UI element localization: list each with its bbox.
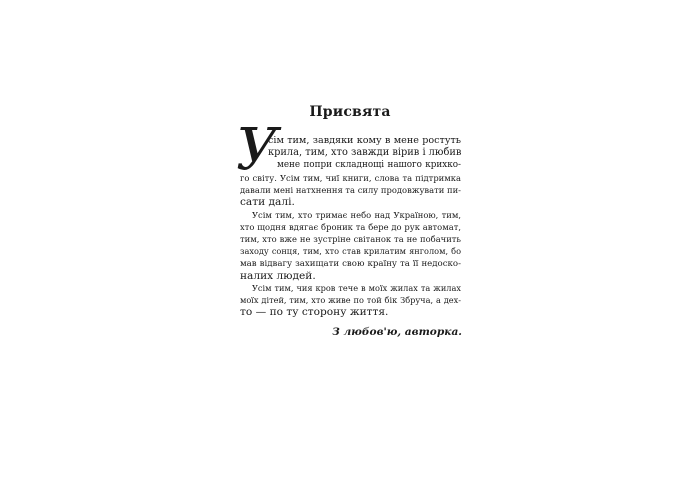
paragraph-3-line-2: моїх дітей, тим, хто живе по той бік Збруча, а дех-: [240, 295, 461, 305]
paragraph-1-line-6: сати далі.: [240, 196, 295, 208]
paragraph-3-line-1: Усім тим, чия кров тече в моїх жилах та жилах: [252, 283, 461, 293]
paragraph-1-line-2: крила, тим, хто завжди вірив і любив: [268, 147, 462, 158]
paragraph-1-line-5: давали мені натхнення та силу продовжувати пи-: [240, 185, 461, 195]
page-title: Присвята: [309, 104, 391, 120]
paragraph-3-line-3: то — по ту сторону життя.: [240, 306, 389, 318]
paragraph-2-line-2: хто щодня вдягає броник та бере до рук автомат,: [240, 222, 461, 232]
paragraph-1-line-3: мене попри складнощі нашого крихко-: [277, 160, 461, 170]
paragraph-1-line-1: сім тим, завдяки кому в мене ростуть: [268, 135, 461, 146]
signature: З любов'ю, авторка.: [332, 326, 462, 338]
paragraph-2-line-3: тим, хто вже не зустріне світанок та не побачить: [240, 234, 461, 244]
drop-cap: У: [236, 115, 278, 183]
paragraph-1-line-4: го світу. Усім тим, чиї книги, слова та підтримка: [240, 173, 461, 183]
paragraph-2-line-6: налих людей.: [240, 270, 316, 282]
paragraph-2-line-4: заходу сонця, тим, хто став крилатим янголом, бо: [240, 246, 461, 256]
paragraph-2-line-5: мав відвагу захищати свою країну та її недоско-: [240, 259, 461, 269]
paragraph-2-line-1: Усім тим, хто тримає небо над Україною, тим,: [252, 210, 461, 220]
